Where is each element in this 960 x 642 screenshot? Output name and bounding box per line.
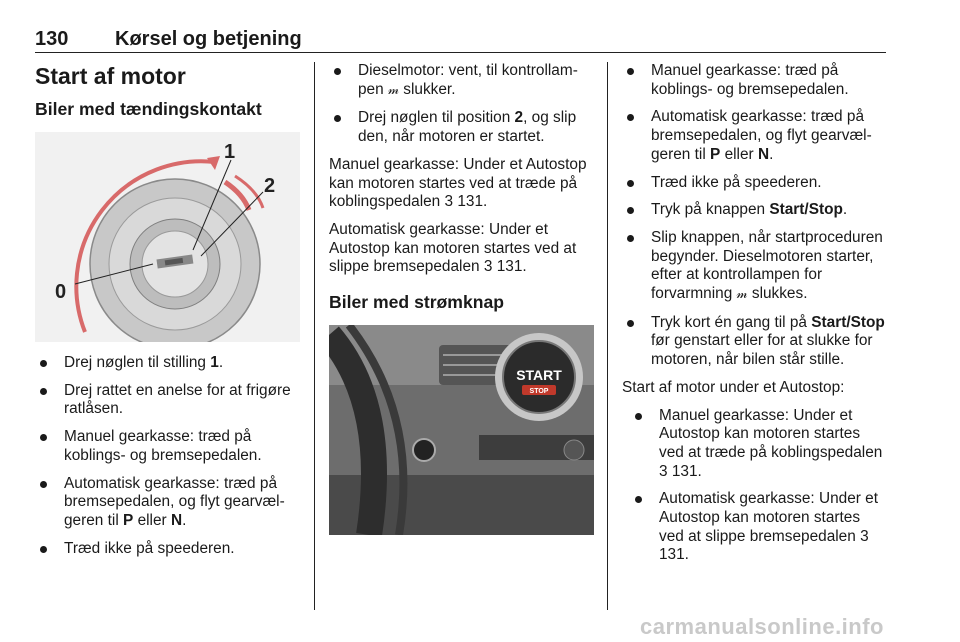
- start-label: START: [516, 367, 562, 384]
- list-item: Automatisk gearkasse: træd på bremsepedalen, og flyt gearvælgeren til P eller N.: [35, 475, 300, 531]
- ignition-switch-illustration: [35, 132, 300, 342]
- list-item: Drej rattet en anelse for at frigøre ratlåsen.: [35, 382, 300, 419]
- position-0-label: 0: [55, 281, 67, 303]
- subsection-heading: Biler med tændingskontakt: [35, 99, 262, 119]
- paragraph: Manuel gearkasse: Under et Autostop kan motoren startes ved at træde på koblingspedalen 3 131.: [329, 155, 587, 211]
- list-item: Drej nøglen til position 2, og slip den, når motoren er startet.: [329, 109, 594, 146]
- list-item: Automatisk gearkasse: træd på bremsepedalen, og flyt gearvælgeren til P eller N.: [622, 108, 888, 164]
- reference-arrow-icon: 3: [860, 527, 869, 545]
- column-divider: [314, 62, 315, 610]
- list-item: Manuel gearkasse: træd på koblings- og bremsepedalen.: [622, 62, 888, 99]
- watermark: carmanualsonline.info: [640, 614, 884, 639]
- list-item: Manuel gearkasse: træd på koblings- og bremsepedalen.: [35, 428, 300, 465]
- sub-bullet-list: [622, 407, 888, 566]
- list-item: Dieselmotor: vent, til kontrollampen 𝓂 slukker.: [329, 62, 594, 100]
- start-stop-button-photo: [329, 325, 594, 535]
- page-header: [35, 28, 886, 53]
- section-heading: Start af motor: [35, 63, 186, 89]
- page-number: 130: [35, 28, 69, 50]
- position-2-label: 2: [264, 175, 276, 197]
- glow-plug-icon: 𝓂: [736, 287, 748, 303]
- reference-arrow-icon: 3: [483, 258, 493, 276]
- list-item: Slip knappen, når startproceduren begynder. Dieselmotoren starter, efter at kontrollampen for forvarmning 𝓂 slukkes.: [622, 229, 888, 305]
- bullet-list: [35, 354, 300, 558]
- bullet-list: [622, 62, 888, 370]
- list-item: Automatisk gearkasse: Under et Autostop kan motoren startes ved at slippe bremsepedalen 3 131.: [630, 490, 888, 565]
- list-item: Tryk på knappen Start/Stop.: [622, 201, 888, 220]
- reference-arrow-icon: 3: [444, 193, 454, 211]
- reference-arrow-icon: 3: [659, 462, 668, 480]
- column-1: [35, 62, 300, 567]
- list-item: Drej nøglen til stilling 1.: [35, 354, 300, 373]
- subsection-heading: Biler med strømknap: [329, 292, 505, 313]
- column-3: [622, 62, 888, 574]
- paragraph: Automatisk gearkasse: Under et Autostop kan motoren startes ved at slippe bremsepedalen 3 131.: [329, 220, 577, 276]
- column-2: [329, 62, 594, 547]
- column-divider: [607, 62, 608, 610]
- list-item: Træd ikke på speederen.: [622, 174, 888, 193]
- paragraph: Start af motor under et Autostop:: [622, 378, 845, 396]
- glow-plug-icon: 𝓂: [387, 82, 400, 98]
- list-item: Træd ikke på speederen.: [35, 540, 300, 559]
- position-1-label: 1: [224, 141, 236, 163]
- stop-label: STOP: [529, 388, 549, 396]
- list-item: Tryk kort én gang til på Start/Stop før genstart eller for at slukke for motoren, når bilen står stille.: [622, 314, 888, 370]
- running-title: Kørsel og betjening: [115, 28, 302, 50]
- bullet-list: [329, 62, 594, 147]
- list-item: Manuel gearkasse: Under et Autostop kan motoren startes ved at træde på koblingspedalen 3 131.: [630, 407, 888, 482]
